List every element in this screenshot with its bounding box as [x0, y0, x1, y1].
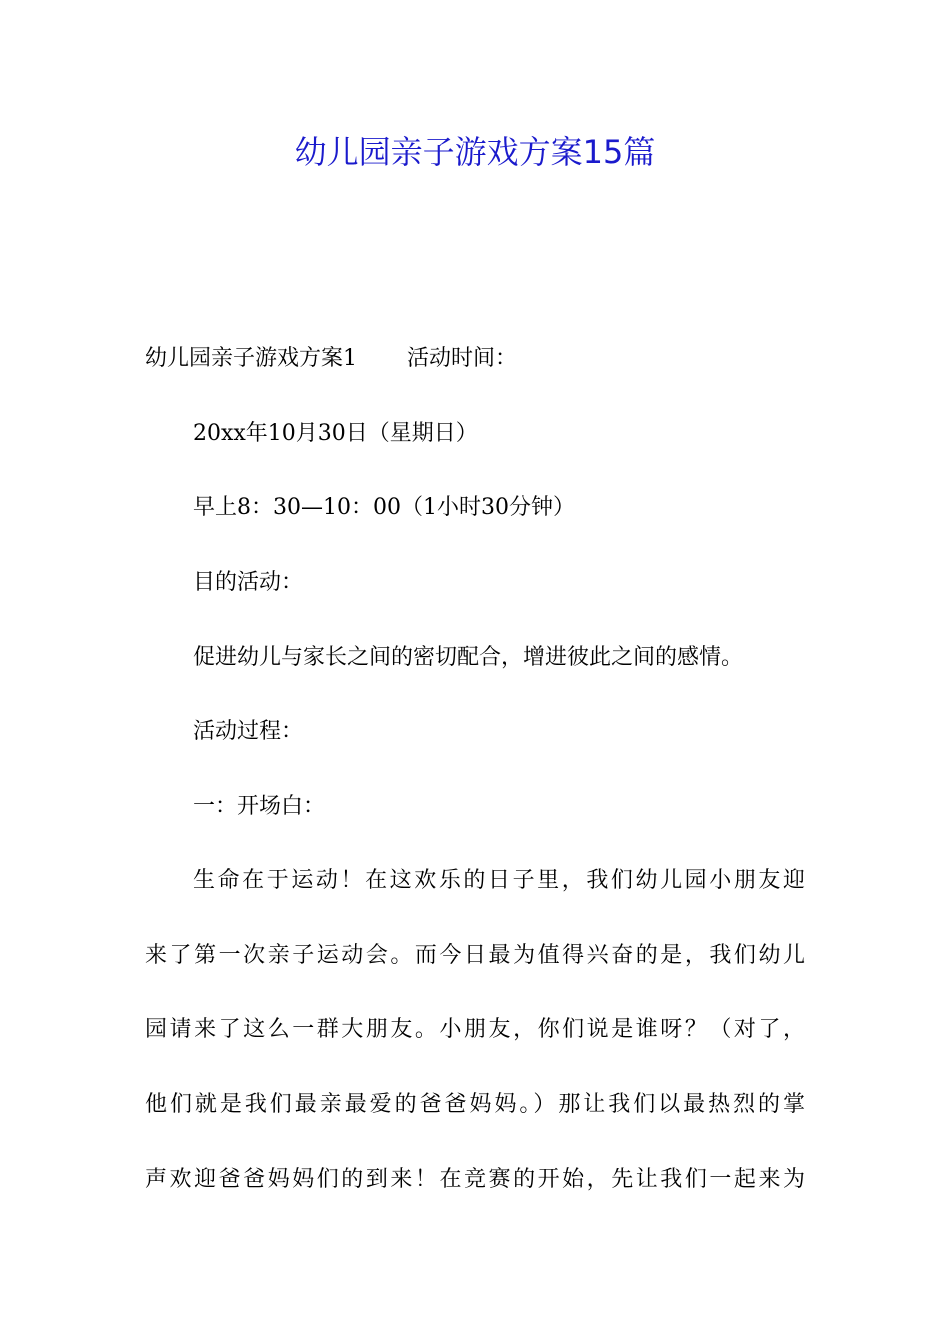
purpose-label: 目的活动：: [193, 570, 304, 595]
document-title: 幼儿园亲子游戏方案15篇: [294, 133, 656, 171]
paragraph-line: 来了第一次亲子运动会。而今日最为值得兴奋的是，我们幼儿: [145, 943, 805, 968]
activity-time-label: 活动时间：: [407, 346, 518, 371]
opening-label: 一：开场白：: [193, 794, 326, 819]
paragraph-line: 生命在于运动！在这欢乐的日子里，我们幼儿园小朋友迎: [193, 868, 805, 893]
heading-line: [145, 344, 517, 374]
paragraph-line: 园请来了这么一群大朋友。小朋友，你们说是谁呀？（对了，: [145, 1017, 805, 1042]
plan-heading: 幼儿园亲子游戏方案1: [145, 346, 357, 371]
process-label: 活动过程：: [193, 719, 304, 744]
activity-time: 早上8：30—10：00（1小时30分钟）: [193, 495, 575, 520]
paragraph-line: 声欢迎爸爸妈妈们的到来！在竞赛的开始，先让我们一起来为: [145, 1167, 805, 1192]
purpose-text: 促进幼儿与家长之间的密切配合，增进彼此之间的感情。: [193, 645, 744, 670]
activity-date: 20xx年10月30日（星期日）: [193, 421, 478, 446]
paragraph-line: 他们就是我们最亲最爱的爸爸妈妈。）那让我们以最热烈的掌: [145, 1092, 805, 1117]
